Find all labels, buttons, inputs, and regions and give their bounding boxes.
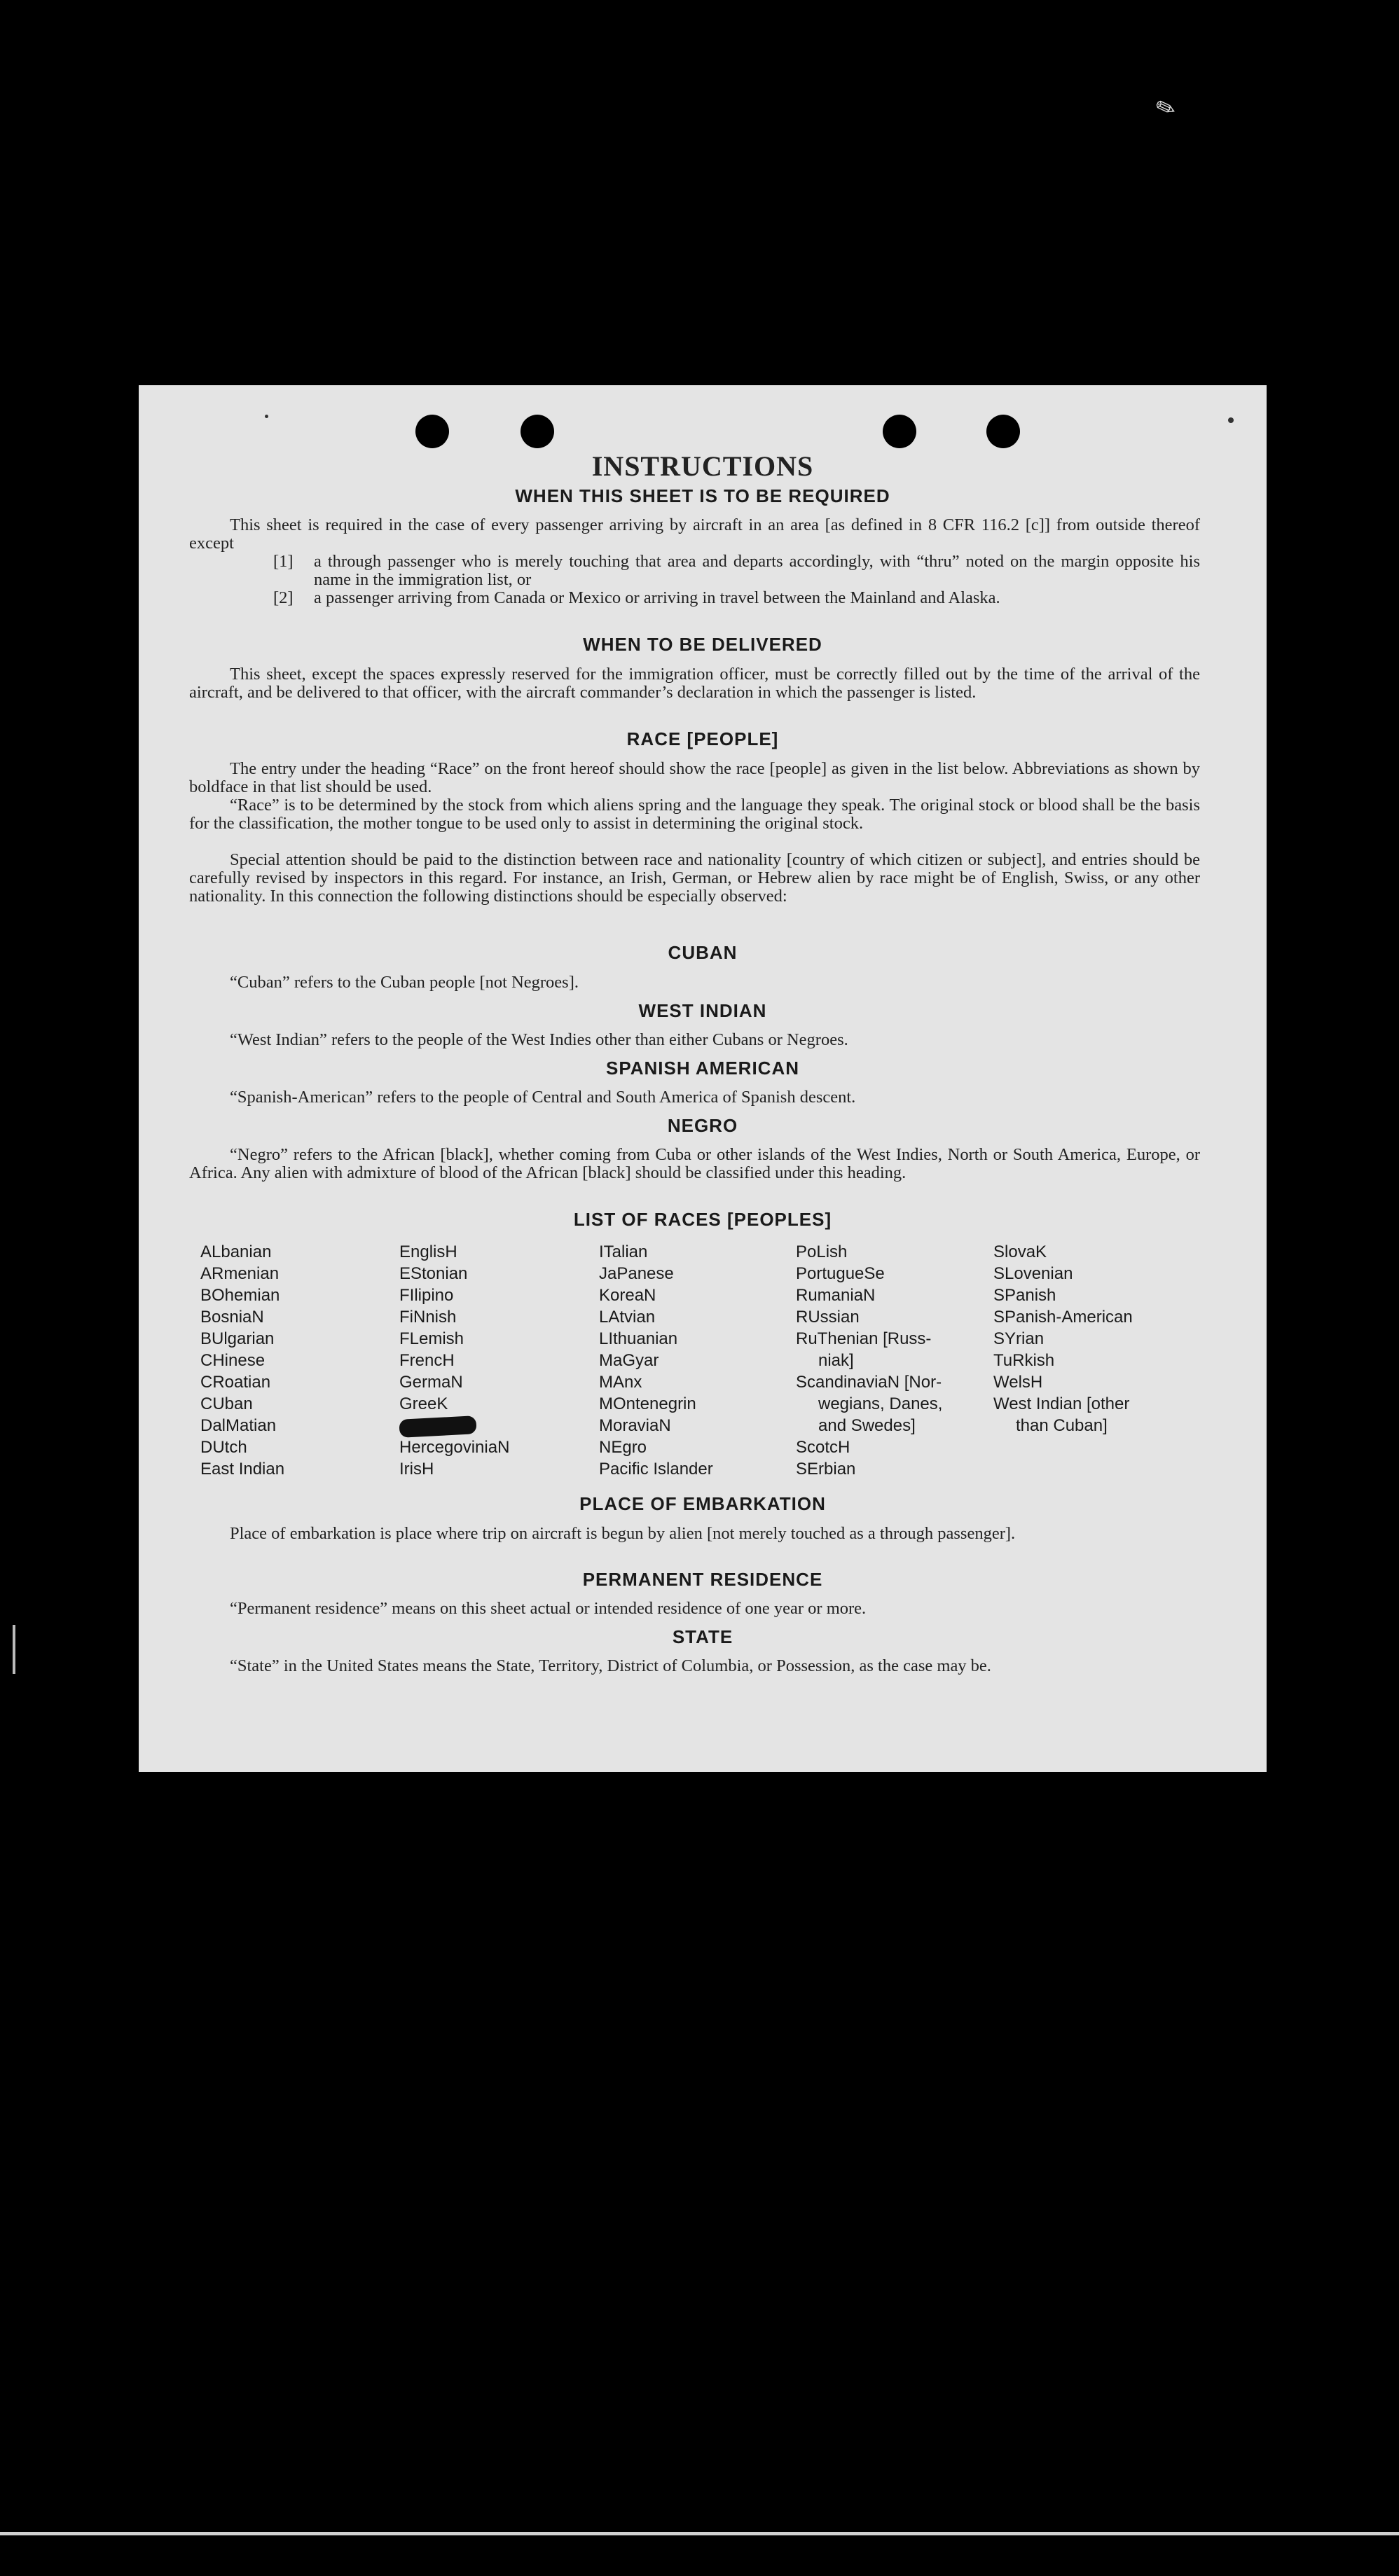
race-entry: SPanish-American [993, 1308, 1133, 1327]
race-entry: BOhemian [200, 1286, 280, 1305]
race-entry: KoreaN [599, 1286, 656, 1305]
redaction-mark [399, 1415, 476, 1438]
race-entry: PoLish [796, 1242, 848, 1261]
heading-negro: NEGRO [667, 1115, 738, 1136]
race-entry: GermaN [399, 1373, 463, 1392]
heading-when-required: WHEN THIS SHEET IS TO BE REQUIRED [515, 485, 890, 506]
race-entry: LIthuanian [599, 1329, 678, 1348]
race-entry: RUssian [796, 1308, 860, 1327]
races-column-3 [599, 1241, 713, 1480]
heading-place-of-embarkation: PLACE OF EMBARKATION [579, 1493, 826, 1514]
race-entry: SYrian [993, 1329, 1045, 1348]
race-entry-continued: wegians, Danes, [818, 1394, 943, 1413]
punch-hole [521, 415, 554, 448]
paragraph-embarkation: Place of embarkation is place where trip on aircraft is begun by alien [not merely touched as a through passenger]. [230, 1524, 1016, 1543]
race-entry: ARmenian [200, 1264, 280, 1283]
race-entry: West Indian [other [993, 1394, 1130, 1413]
heading-state: STATE [672, 1626, 733, 1647]
race-entry: WelsH [993, 1373, 1043, 1392]
race-entry: ALbanian [200, 1242, 272, 1261]
race-entry: CUban [200, 1394, 253, 1413]
race-entry: FIlipino [399, 1286, 454, 1305]
race-entry: RumaniaN [796, 1286, 876, 1305]
paragraph-negro: “Negro” refers to the African [black], whether coming from Cuba or other islands of the West Indies, North or South America, Europe, or Africa. Any alien with admixture of blood of the African [black] should be classified under this heading. [189, 1145, 1200, 1182]
race-entry: RuThenian [Russ- [796, 1329, 932, 1348]
races-column-4 [796, 1241, 942, 1480]
race-entry: MOntenegrin [599, 1394, 696, 1413]
race-entry-continued: niak] [818, 1351, 854, 1370]
paragraph-when-required: This sheet is required in the case of every passenger arriving by aircraft in an area [as defined in 8 CFR 116.2 [c]] from outside thereof except [189, 515, 1200, 553]
race-entry: EStonian [399, 1264, 468, 1283]
paragraph-west-indian: “West Indian” refers to the people of the West Indies other than either Cubans or Negroes. [230, 1030, 848, 1049]
heading-when-delivered: WHEN TO BE DELIVERED [583, 634, 822, 655]
speck [265, 415, 268, 418]
paragraph-state: “State” in the United States means the State, Territory, District of Columbia, or Possession, as the case may be. [230, 1656, 991, 1675]
punch-hole [415, 415, 449, 448]
heading-west-indian: WEST INDIAN [638, 1000, 767, 1021]
paragraph-race-2: “Race” is to be determined by the stock from which aliens spring and the language they speak. The original stock or blood shall be the basis for the classification, the mother tongue to be used only to assist in determining the original stock. [189, 796, 1200, 833]
race-entry: MAnx [599, 1373, 642, 1392]
exception-item-1 [273, 553, 1200, 589]
race-entry-redacted [399, 1415, 509, 1436]
item-number: [2] [273, 588, 294, 607]
race-entry: Pacific Islander [599, 1460, 713, 1479]
race-entry: JaPanese [599, 1264, 674, 1283]
item-number: [1] [273, 552, 294, 571]
item-text: a passenger arriving from Canada or Mexico or arriving in travel between the Mainland and Alaska. [314, 588, 1000, 607]
race-entry: FrencH [399, 1351, 455, 1370]
race-entry: CHinese [200, 1351, 266, 1370]
speck [1228, 417, 1234, 423]
paragraph-race-3: Special attention should be paid to the distinction between race and nationality [country of which citizen or subject], and entries should be carefully revised by inspectors in this regard. For instance, an Irish, German, or Hebrew alien by race might be of English, Swiss, or any other nationality. In this connection the following distinctions should be especially observed: [189, 850, 1200, 906]
race-entry: DUtch [200, 1438, 247, 1457]
race-entry: BosniaN [200, 1308, 264, 1327]
race-entry: SPanish [993, 1286, 1056, 1305]
race-entry: ScotcH [796, 1438, 850, 1457]
race-entry: MoraviaN [599, 1416, 671, 1435]
edge-artifact [13, 1625, 15, 1674]
race-entry: HercegoviniaN [399, 1438, 510, 1457]
page-title: INSTRUCTIONS [591, 450, 814, 482]
race-entry: SlovaK [993, 1242, 1047, 1261]
race-entry: TuRkish [993, 1351, 1055, 1370]
race-entry: IrisH [399, 1460, 434, 1479]
race-entry: EnglisH [399, 1242, 457, 1261]
race-entry: East Indian [200, 1460, 285, 1479]
item-text: a through passenger who is merely touching that area and departs accordingly, with “thru” noted on the margin opposite his name in the immigration list, or [314, 552, 1200, 589]
heading-race: RACE [PEOPLE] [626, 728, 779, 749]
instruction-sheet [139, 385, 1267, 1772]
corner-scan-mark: ✎ [1152, 93, 1180, 125]
races-column-5 [993, 1241, 1133, 1436]
race-entry: BUlgarian [200, 1329, 275, 1348]
race-entry: ITalian [599, 1242, 648, 1261]
paragraph-cuban: “Cuban” refers to the Cuban people [not Negroes]. [230, 973, 579, 992]
race-entry: LAtvian [599, 1308, 656, 1327]
race-entry: GreeK [399, 1394, 448, 1413]
races-column-2 [399, 1241, 509, 1480]
paragraph-residence: “Permanent residence” means on this sheet actual or intended residence of one year or more. [230, 1599, 867, 1618]
race-entry: PortugueSe [796, 1264, 885, 1283]
paragraph-race-1: The entry under the heading “Race” on the front hereof should show the race [people] as given in the list below. Abbreviations as shown by boldface in that list should be used. [189, 759, 1200, 796]
race-entry-continued: than Cuban] [1016, 1416, 1108, 1435]
race-entry: MaGyar [599, 1351, 659, 1370]
heading-list-of-races: LIST OF RACES [PEOPLES] [573, 1209, 832, 1230]
race-entry: DalMatian [200, 1416, 277, 1435]
races-column-1 [200, 1241, 284, 1480]
race-entry: SErbian [796, 1460, 856, 1479]
race-entry: SLovenian [993, 1264, 1073, 1283]
race-entry: FiNnish [399, 1308, 457, 1327]
race-entry: NEgro [599, 1438, 647, 1457]
paragraph-when-delivered: This sheet, except the spaces expressly reserved for the immigration officer, must be correctly filled out by the time of the arrival of the aircraft, and be delivered to that officer, with the aircraft commander’s declaration in which the passenger is listed. [189, 665, 1200, 702]
race-entry: CRoatian [200, 1373, 271, 1392]
race-entry-continued: and Swedes] [818, 1416, 916, 1435]
heading-spanish-american: SPANISH AMERICAN [605, 1058, 799, 1079]
race-entry: FLemish [399, 1329, 464, 1348]
exception-item-2 [273, 589, 1200, 607]
punch-hole [883, 415, 916, 448]
heading-permanent-residence: PERMANENT RESIDENCE [582, 1569, 823, 1590]
race-entry: ScandinaviaN [Nor- [796, 1373, 942, 1392]
scan-bottom-edge [0, 2532, 1399, 2535]
paragraph-spanish-american: “Spanish-American” refers to the people of Central and South America of Spanish descent. [230, 1088, 856, 1107]
heading-cuban: CUBAN [668, 942, 738, 963]
punch-hole [986, 415, 1020, 448]
